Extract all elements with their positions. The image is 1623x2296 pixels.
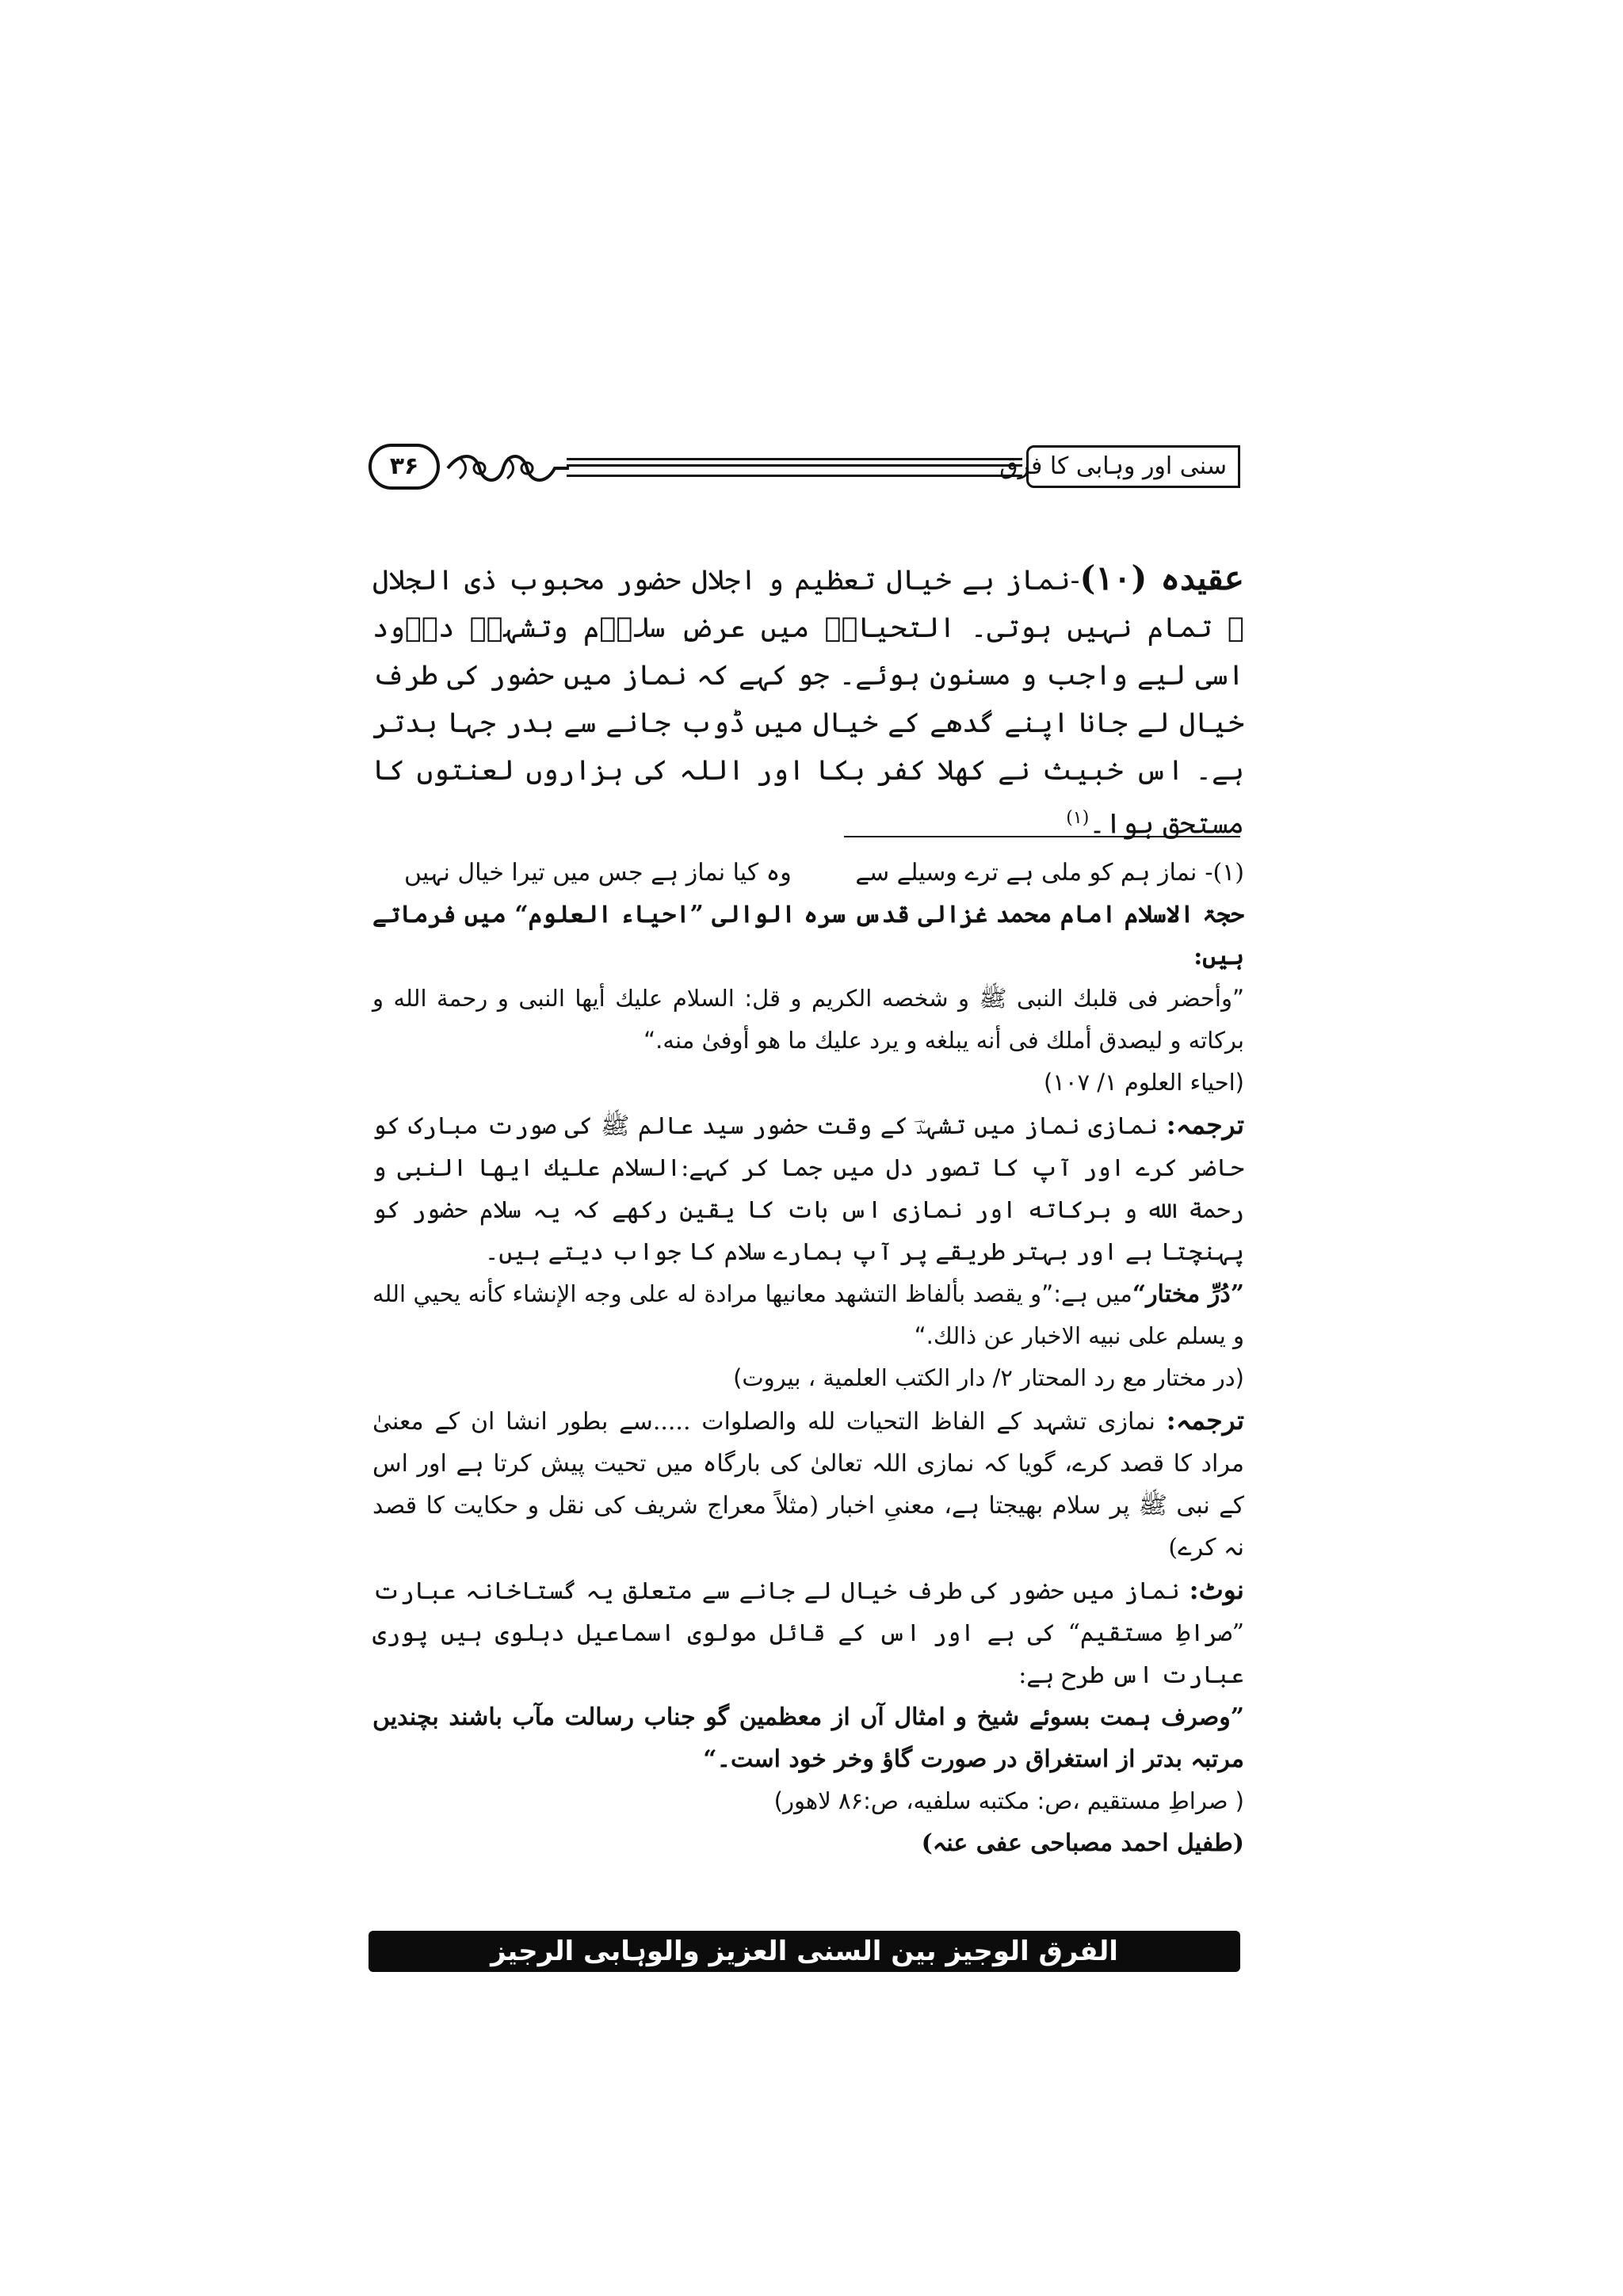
- ghazali-quote: ”وأحضر فی قلبك النبی ﷺ و شخصه الكريم و قل: السلام عليك أيها النبی و رحمة الله و بركاته و ليصدق أملك فی أنه يبلغه و يرد عليك ما هو أوفیٰ منه.“: [372, 985, 1244, 1054]
- main-body-text: -نماز بے خیال تعظیم و اجلال حضور محبوب ذی الجلال ﷺ تمام نہیں ہوتی۔ التحیاتؔ میں عرضِ سلاؔم وتشہدؔ درؔود اسی لیے واجب و مسنون ہوئے۔ جو کہے کہ نماز میں حضور کی طرف خیال لے جانا اپنے گدھے کے خیال میں ڈوب جانے سے بدر جہا بدتر ہے۔ اس خبیث نے کھلا کفر بکا اور اللہ کی ہزاروں لعنتوں کا مستحق ہوا۔: [372, 565, 1244, 841]
- aqeeda-heading: عقیدہ (۱۰): [1079, 559, 1244, 597]
- note-text: نماز میں حضور کی طرف خیال لے جانے سے متعلق یہ گستاخانہ عبارت ”صراطِ مستقیم“ کی ہے اور اس کے قائل مولوی اسماعیل دہلوی ہیں پوری عبارت اس طرح ہے:: [372, 1577, 1244, 1689]
- tarjuma-1-label: ترجمہ:: [1166, 1109, 1244, 1140]
- footnote-section: [372, 852, 1244, 1864]
- tarjuma-2-text: نمازی تشہد کے الفاظ التحیات لله والصلوات .....سے بطور انشا ان کے معنیٰ مراد کا قصد کرے، گویا کہ نمازی اللہ تعالیٰ کی بارگاہ میں تحیت پیش کرتا ہے اور اس کے نبی ﷺ پر سلام بھیجتا ہے، معنیِ اخبار (مثلاً معراج شریف کی نقل و حکایت کا قصد نہ کرے): [372, 1408, 1244, 1562]
- verse-first-half: نماز ہم کو ملی ہے ترے وسیلے سے: [855, 859, 1197, 887]
- tarjuma-2-label: ترجمہ:: [1166, 1405, 1244, 1436]
- footer-banner: الفرق الوجیز بین السنی العزیز والوہابی الرجیز: [369, 1931, 1240, 1972]
- main-paragraph: [372, 555, 1244, 849]
- ornament-icon: [444, 448, 571, 488]
- tarjuma-2: [372, 1399, 1244, 1569]
- verse-second-half: وہ کیا نماز ہے جس میں تیرا خیال نہیں: [404, 859, 792, 887]
- page-number: ۳۶: [369, 444, 440, 490]
- durr-text: میں ہے:”و يقصد بألفاظ التشهد معانيها مرادة له علی وجه الإنشاء كأنه يحيي الله و يسلم علی نبيه الاخبار عن ذالك.“: [372, 1280, 1244, 1349]
- note: [372, 1569, 1244, 1696]
- tarjuma-1: [372, 1104, 1244, 1273]
- running-title: سنی اور وہابی کا فرق: [1026, 445, 1240, 488]
- footnote-separator: [844, 836, 1240, 837]
- persian-quote: ”وصرف ہمت بسوئے شیخ و امثال آں از معظمین گو جناب رسالت مآب باشند بچندیں مرتبہ بدتر از استغراق در صورت گاؤ وخر خود است۔“: [372, 1703, 1244, 1773]
- footnote-marker: (۱): [1066, 808, 1090, 828]
- ghazali-reference: (احیاء العلوم ۱/ ۱۰۷): [1043, 1069, 1244, 1096]
- verse-number: (۱)-: [1205, 859, 1244, 887]
- note-label: نوٹ:: [1189, 1574, 1244, 1605]
- durr-mukhtar: [372, 1273, 1244, 1357]
- verse-couplet: [372, 852, 1244, 894]
- durr-label: ”دُرِّ مختار“: [1132, 1280, 1244, 1308]
- durr-reference: (در مختار مع رد المحتار ۲/ دار الکتب العلمیة ، بیروت): [733, 1364, 1244, 1391]
- ghazali-intro: حجۃ الاسلام امام محمد غزالی قدس سرہ الوالی ”احیاء العلوم“ میں فرماتے ہیں:: [372, 901, 1244, 971]
- tarjuma-1-text: نمازی نماز میں تشہدؔ کے وقت حضور سید عالم ﷺ کی صورت مبارک کو حاضر کرے اور آپ کا تصور دل میں جما کر کہے:السلام علیك ایها النبی و رحمة الله و بركاته اور نمازی اس بات کا یقین رکھے کہ یہ سلام حضور کو پہنچتا ہے اور بہتر طریقے پر آپ ہمارے سلام کا جواب دیتے ہیں۔: [372, 1112, 1244, 1266]
- page-header: [369, 444, 1240, 491]
- author-signature: (طفیل احمد مصباحی عفی عنہ): [921, 1829, 1244, 1857]
- header-divider: [567, 458, 1022, 477]
- sirat-reference: ( صراطِ مستقيم ،ص: مکتبه سلفیه، ص:۸۶ لاهور): [773, 1787, 1244, 1814]
